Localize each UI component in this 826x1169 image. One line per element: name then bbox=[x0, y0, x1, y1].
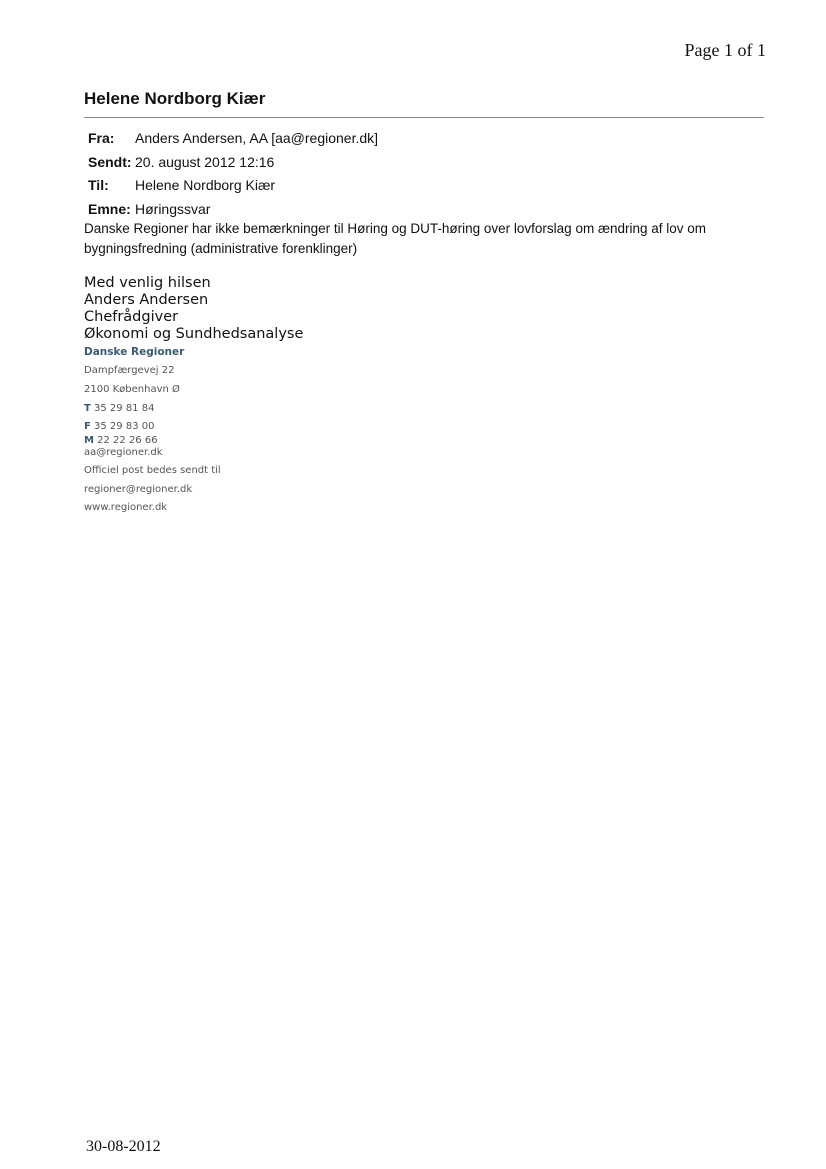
signature-block bbox=[84, 275, 303, 343]
to-value: Helene Nordborg Kiær bbox=[135, 177, 276, 193]
official-post-note: Officiel post bedes sendt til bbox=[84, 465, 221, 476]
email-headers bbox=[88, 127, 378, 221]
from-value: Anders Andersen, AA [aa@regioner.dk] bbox=[135, 130, 379, 146]
subject-label: Emne: bbox=[88, 200, 131, 217]
subject-value: Høringssvar bbox=[135, 200, 211, 217]
signature-greeting: Med venlig hilsen bbox=[84, 275, 211, 291]
sent-value: 20. august 2012 12:16 bbox=[135, 153, 275, 170]
fax-prefix: F bbox=[84, 421, 91, 432]
signature-fax-line bbox=[84, 421, 154, 432]
sent-label: Sendt: bbox=[88, 153, 132, 170]
to-row bbox=[88, 174, 378, 198]
subject-row bbox=[88, 198, 378, 222]
sent-row bbox=[88, 151, 378, 175]
mobile-prefix: M bbox=[84, 435, 94, 446]
from-label: Fra: bbox=[88, 130, 115, 146]
signature-street: Dampfærgevej 22 bbox=[84, 365, 175, 376]
page-number: Page 1 of 1 bbox=[684, 40, 766, 60]
mailbox-owner-name: Helene Nordborg Kiær bbox=[84, 89, 266, 108]
signature-city: 2100 København Ø bbox=[84, 384, 180, 395]
signature-fax: 35 29 83 00 bbox=[94, 421, 155, 432]
signature-name: Anders Andersen bbox=[84, 292, 209, 308]
signature-organization: Danske Regioner bbox=[84, 346, 185, 358]
signature-phone-line bbox=[84, 403, 154, 414]
official-email: regioner@regioner.dk bbox=[84, 484, 193, 495]
signature-title: Chefrådgiver bbox=[84, 309, 179, 325]
signature-department: Økonomi og Sundhedsanalyse bbox=[84, 326, 304, 342]
to-label: Til: bbox=[88, 177, 109, 193]
signature-email: aa@regioner.dk bbox=[84, 447, 163, 458]
signature-mobile: 22 22 26 66 bbox=[97, 435, 158, 446]
header-divider bbox=[84, 117, 764, 118]
print-date: 30-08-2012 bbox=[86, 1138, 161, 1155]
website-link: www.regioner.dk bbox=[84, 502, 168, 513]
signature-mobile-line bbox=[84, 435, 158, 446]
phone-prefix: T bbox=[84, 403, 91, 414]
email-body: Danske Regioner har ikke bemærkninger til Høring og DUT-høring over lovforslag om ændring af lov om bygningsfredning (administrative forenklinger) bbox=[84, 221, 707, 256]
signature-phone: 35 29 81 84 bbox=[94, 403, 155, 414]
from-row bbox=[88, 127, 378, 151]
